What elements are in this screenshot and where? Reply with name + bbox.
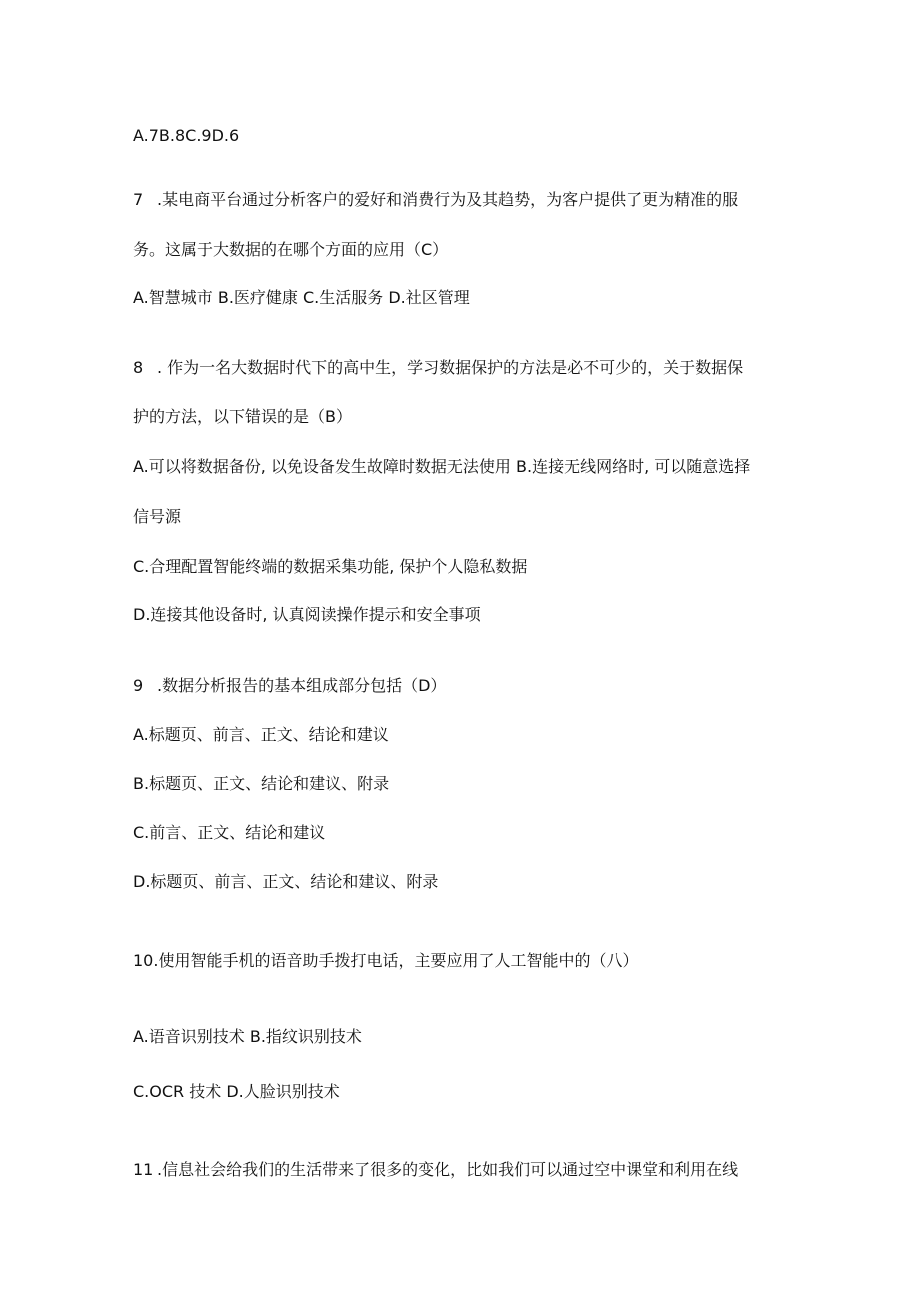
question-text: . 作为一名大数据时代下的高中生，学习数据保护的方法是必不可少的，关于数据保 [157,358,744,377]
question-9-option-a: A.标题页、前言、正文、结论和建议 [133,725,389,744]
question-11-line-1 [133,1159,790,1181]
question-number: 8 [133,358,144,377]
question-8-line-1 [133,357,790,379]
question-7-options: A.智慧城市 B.医疗健康 C.生活服务 D.社区管理 [133,288,470,307]
question-9-option-c: C.前言、正文、结论和建议 [133,823,326,842]
answer-options-q6: A.7B.8C.9D.6 [133,126,240,145]
question-10: 10.使用智能手机的语音助手拨打电话，主要应用了人工智能中的（八） [133,951,639,970]
question-9 [133,675,790,697]
question-9-option-b: B.标题页、正文、结论和建议、附录 [133,774,390,793]
question-text: .信息社会给我们的生活带来了很多的变化，比如我们可以通过空中课堂和利用在线 [157,1160,739,1179]
question-8-option-d: D.连接其他设备时, 认真阅读操作提示和安全事项 [133,605,481,624]
question-8-option-b-cont: 信号源 [133,507,182,526]
question-8-option-c: C.合理配置智能终端的数据采集功能, 保护个人隐私数据 [133,557,528,576]
question-number: 11 [133,1160,154,1179]
question-number: 9 [133,676,144,695]
question-9-option-d: D.标题页、前言、正文、结论和建议、附录 [133,872,439,891]
question-text: .数据分析报告的基本组成部分包括（D） [157,676,447,695]
question-number: 7 [133,190,144,209]
question-8-option-ab: A.可以将数据备份, 以免设备发生故障时数据无法使用 B.连接无线网络时, 可以随意选择 [133,457,751,476]
question-10-options-ab: A.语音识别技术 B.指纹识别技术 [133,1027,362,1046]
question-7-line-1 [133,189,790,211]
question-10-options-cd: C.OCR 技术 D.人脸识别技术 [133,1082,340,1101]
question-8-line-2: 护的方法，以下错误的是（B） [133,407,352,426]
question-7-line-2: 务。这属于大数据的在哪个方面的应用（C） [133,240,449,259]
question-text: .某电商平台通过分析客户的爱好和消费行为及其趋势，为客户提供了更为精准的服 [157,190,739,209]
